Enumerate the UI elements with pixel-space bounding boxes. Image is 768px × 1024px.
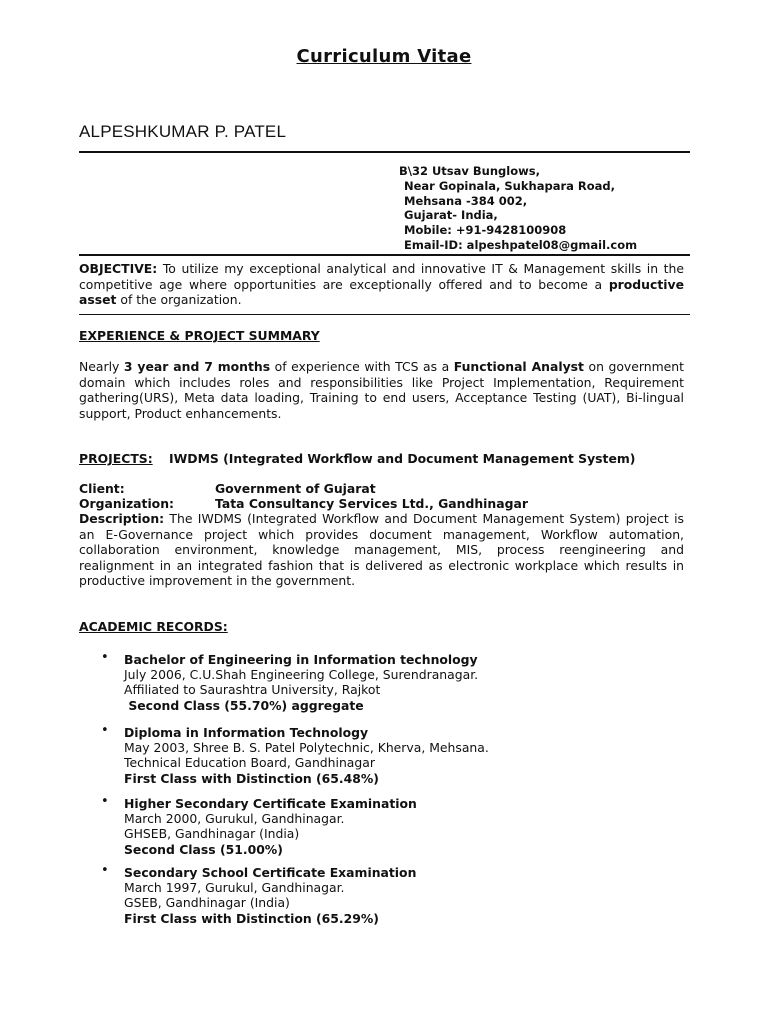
academic-detail: GHSEB, Gandhinagar (India) [124,826,300,842]
address-line-3: Mehsana -384 002, [404,193,528,208]
objective-text-end: of the organization. [116,292,242,307]
objective-bottom-divider [79,314,690,315]
academic-title: Bachelor of Engineering in Information technology [124,652,478,667]
client-label: Client: [79,481,125,496]
organization-value: Tata Consultancy Services Ltd., Gandhinagar [215,496,528,511]
document-title: Curriculum Vitae [296,46,472,67]
organization-label: Organization: [79,496,174,511]
academic-result: First Class with Distinction (65.48%) [124,770,379,786]
bullet-icon: • [101,650,109,665]
client-row [79,481,376,496]
experience-text-1: Nearly [79,359,124,374]
academic-title: Secondary School Certificate Examination [124,865,417,880]
experience-text-2: of experience with TCS as a [270,359,454,374]
email-address: Email-ID: alpeshpatel08@gmail.com [404,237,638,252]
client-value: Government of Gujarat [215,481,376,496]
address-line-1: B\32 Utsav Bunglows, [399,164,540,178]
academic-detail: May 2003, Shree B. S. Patel Polytechnic, Kherva, Mehsana. [124,740,489,756]
academic-detail: March 1997, Gurukul, Gandhinagar. [124,880,345,896]
experience-role: Functional Analyst [453,359,584,374]
academic-heading: ACADEMIC RECORDS: [79,619,228,634]
objective-top-divider [79,254,690,256]
description-label: Description: [79,511,165,526]
academic-result: First Class with Distinction (65.29%) [124,910,379,926]
organization-row [79,496,528,511]
experience-summary [79,359,684,421]
description-text: The IWDMS (Integrated Workflow and Document Management System) project is an E-Governance project which provides document management, Workflow automation, collaboration environment, knowledge management, MIS, process reengineering and realignment in an integrated fashion that is delivered as electronic workplace which results in productive improvement in the government. [79,511,684,588]
project-name: IWDMS (Integrated Workflow and Document Management System) [169,451,636,466]
academic-result: Second Class (55.70%) aggregate [124,697,364,713]
academic-detail: GSEB, Gandhinagar (India) [124,895,290,911]
address-line-4: Gujarat- India, [404,208,498,223]
academic-detail: March 2000, Gurukul, Gandhinagar. [124,811,345,827]
objective-label: OBJECTIVE: [79,261,158,276]
experience-heading: EXPERIENCE & PROJECT SUMMARY [79,328,320,343]
academic-result: Second Class (51.00%) [124,841,283,857]
projects-label: PROJECTS: [79,451,153,466]
academic-title: Diploma in Information Technology [124,725,369,740]
mobile-number: Mobile: +91-9428100908 [404,223,567,238]
contact-address [390,164,637,253]
bullet-icon: • [101,723,109,738]
experience-text-3: on government domain which includes roles and responsibilities like Project Implementation, Requirement gathering(URS), Meta data loading, Training to end users, Acceptance Testing (UAT), Bi-lingual support, Product enhancements. [79,359,685,421]
academic-detail: July 2006, C.U.Shah Engineering College, Surendranagar. [124,667,479,683]
bullet-icon: • [101,794,109,809]
bullet-icon: • [101,863,109,878]
objective-section [79,261,684,308]
projects-heading-row [79,451,636,466]
experience-duration: 3 year and 7 months [123,359,271,374]
objective-highlight: productive asset [79,276,684,307]
academic-title: Higher Secondary Certificate Examination [124,796,417,811]
project-description [79,511,684,589]
objective-text: To utilize my exceptional analytical and innovative IT & Management skills in the competitive age where opportunities are exceptionally offered and to become a [79,261,684,292]
name-divider [79,151,690,153]
address-line-2: Near Gopinala, Sukhapara Road, [404,178,616,193]
academic-detail: Affiliated to Saurashtra University, Rajkot [124,682,381,698]
candidate-name: ALPESHKUMAR P. PATEL [79,122,287,141]
academic-detail: Technical Education Board, Gandhinagar [124,755,375,771]
